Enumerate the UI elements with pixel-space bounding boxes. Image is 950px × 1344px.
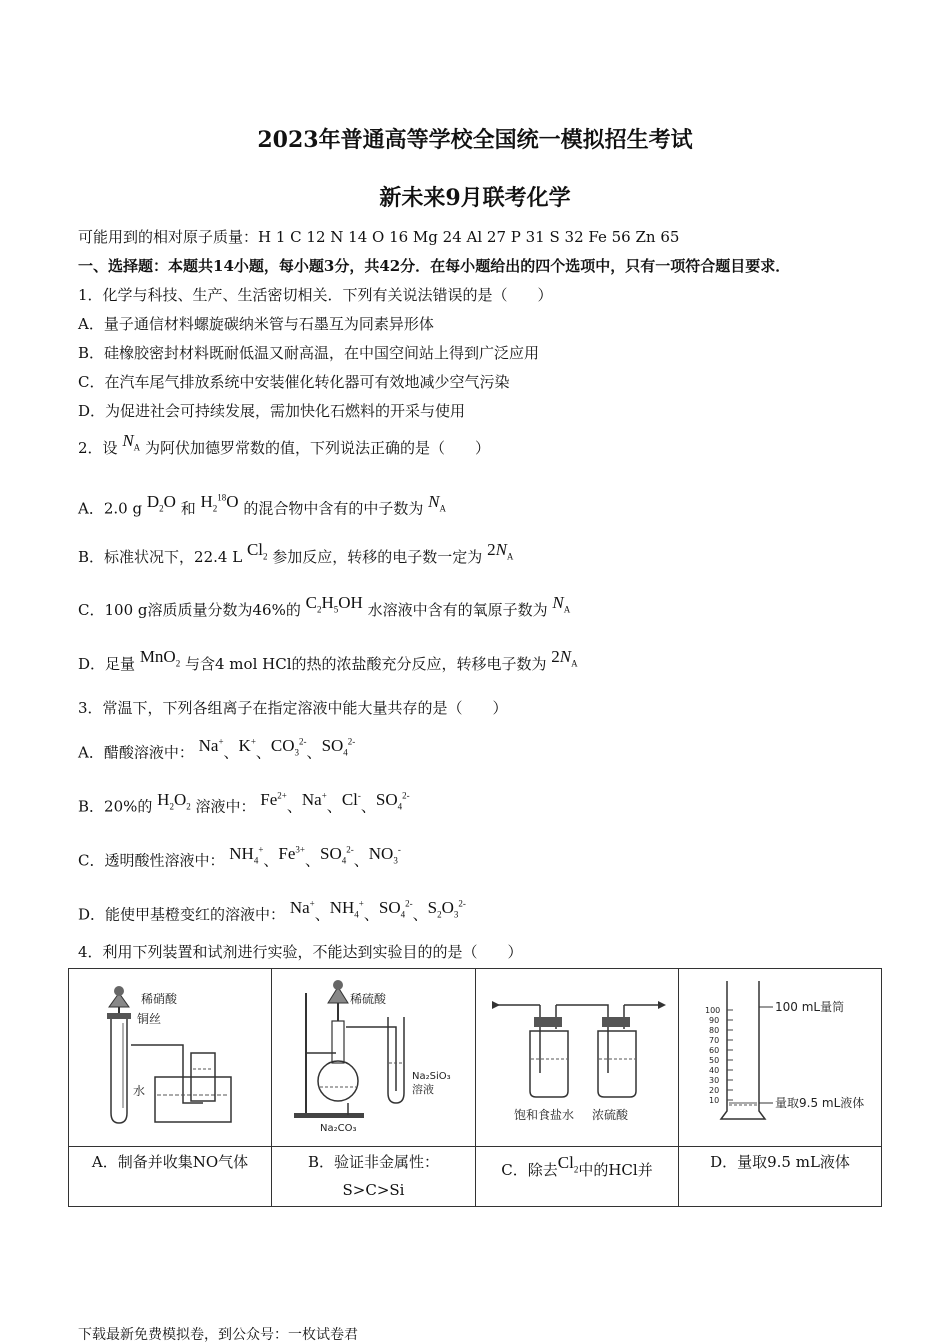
q3-option-d: D．能使甲基橙变红的溶液中： Na+、$NH_4^+$、$SO_4^{2-}$、$S_2O_3^{2-}$ [78, 897, 466, 924]
formula-cl2: $Cl_2$ [557, 1153, 579, 1175]
formula-mno2: MnO$_2$ [139, 647, 181, 669]
tick-60: 60 [709, 1046, 720, 1055]
tick-40: 40 [709, 1066, 720, 1075]
q3-option-a: A．醋酸溶液中： Na+、K+、$CO_3^{2-}$、$SO_4^{2-}$ [78, 735, 356, 762]
q1-option-a: A．量子通信材料螺旋碳纳米管与石墨互为同素异形体 [78, 315, 434, 333]
cell-d [679, 969, 881, 1206]
q2-option-d: D．足量 MnO$_2$ 与含4 mol HCl的热的浓盐酸充分反应，转移电子数为 $2N_A$ [78, 647, 578, 673]
formula-na: $N_A$ [552, 593, 571, 615]
caption-c: C．除去$Cl_2$中的HCl并 [501, 1153, 653, 1179]
q2-option-a: A．2.0 g $D_2O$ 和 $H_2^{18}O$ 的混合物中含有的中子数为 $N_A$ [78, 491, 446, 518]
label-dilute-nitric-acid: 稀硝酸 [141, 992, 178, 1006]
tick-70: 70 [709, 1036, 720, 1045]
formula-cl2: $Cl_2$ [246, 540, 268, 562]
atomic-masses: 可能用到的相对原子质量：H 1 C 12 N 14 O 16 Mg 24 Al 27 P 31 S 32 Fe 56 Zn 65 [78, 228, 680, 246]
tick-80: 80 [709, 1026, 720, 1035]
tick-20: 20 [709, 1086, 720, 1095]
label-dilute-sulfuric-acid: 稀硫酸 [350, 992, 387, 1006]
apparatus-b-figure [276, 973, 472, 1143]
apparatus-c-figure [480, 973, 675, 1143]
q1-option-d: D．为促进社会可持续发展，需加快化石燃料的开采与使用 [78, 402, 466, 420]
q3-option-b: B．20%的 $H_2O_2$ 溶液中： $Fe^{2+}$、Na+、Cl-、$SO_4^{2-}$ [78, 789, 410, 816]
caption-d: D．量取9.5 mL液体 [710, 1153, 850, 1171]
footer-note: 下载最新免费模拟卷，到公众号：一枚试卷君 [78, 1327, 358, 1343]
tick-10: 10 [709, 1096, 720, 1105]
label-saturated-brine: 饱和食盐水 [514, 1108, 575, 1122]
cell-a [69, 969, 272, 1206]
label-sodium-silicate: Na₂SiO₃ [412, 1071, 451, 1082]
cell-b [272, 969, 476, 1206]
tick-50: 50 [709, 1056, 720, 1065]
tick-100: 100 [705, 1006, 721, 1015]
caption-b-line1: B．验证非金属性： [307, 1153, 440, 1171]
exam-title: 2023年普通高等学校全国统一模拟招生考试 [257, 127, 693, 153]
q2-option-b: B．标准状况下，22.4 L $Cl_2$ 参加反应，转移的电子数一定为 $2N_A$ [78, 540, 514, 566]
label-copper-wire: 铜丝 [137, 1012, 162, 1026]
q1-stem: 1．化学与科技、生产、生活密切相关．下列有关说法错误的是（ ） [78, 286, 553, 304]
label-solution: 溶液 [412, 1083, 434, 1096]
apparatus-table [68, 968, 882, 1207]
cell-c [476, 969, 679, 1206]
label-water: 水 [133, 1084, 146, 1098]
tick-30: 30 [709, 1076, 720, 1085]
formula-ethanol: $C_2H_5OH$ [305, 593, 363, 615]
tick-90: 90 [709, 1016, 720, 1025]
exam-subtitle: 新未来9月联考化学 [379, 185, 571, 211]
apparatus-d-figure [683, 973, 877, 1143]
formula-h2-18o: $H_2^{18}O$ [200, 491, 239, 514]
formula-2na: $2N_A$ [551, 647, 578, 669]
apparatus-a-figure [73, 973, 268, 1143]
q2-option-c: C．100 g溶质质量分数为46%的 $C_2H_5OH$ 水溶液中含有的氧原子数为 $N_A$ [78, 593, 571, 619]
formula-d2o: $D_2O$ [146, 491, 176, 514]
formula-2na: $2N_A$ [487, 540, 514, 562]
label-concentrated-sulfuric-acid: 浓硫酸 [592, 1108, 629, 1122]
q2-stem: 2．设 $N_A$ 为阿伏加德罗常数的值，下列说法正确的是（ ） [78, 431, 490, 457]
label-100ml-cylinder: 100 mL量筒 [775, 1000, 845, 1014]
caption-b-line2: S>C>Si [342, 1181, 405, 1199]
q1-option-b: B．硅橡胶密封材料既耐低温又耐高温，在中国空间站上得到广泛应用 [78, 344, 540, 362]
q1-option-c: C．在汽车尾气排放系统中安装催化转化器可有效地减少空气污染 [78, 373, 510, 391]
q3-stem: 3．常温下，下列各组离子在指定溶液中能大量共存的是（ ） [78, 699, 508, 717]
q3-option-c: C．透明酸性溶液中： $NH_4^+$、$Fe^{3+}$、$SO_4^{2-}$、$NO_3^-$ [78, 843, 401, 870]
caption-a: A．制备并收集NO气体 [91, 1153, 249, 1171]
q4-stem: 4．利用下列装置和试剂进行实验，不能达到实验目的的是（ ） [78, 943, 523, 961]
formula-na: $N_A$ [428, 491, 446, 514]
label-sodium-carbonate: Na₂CO₃ [320, 1123, 357, 1134]
section-heading: 一、选择题：本题共14小题，每小题3分，共42分．在每小题给出的四个选项中，只有一项符合题目要求． [78, 257, 791, 275]
label-measure-9-5ml: 量取9.5 mL液体 [775, 1096, 865, 1110]
formula-na: $N_A$ [122, 431, 141, 453]
